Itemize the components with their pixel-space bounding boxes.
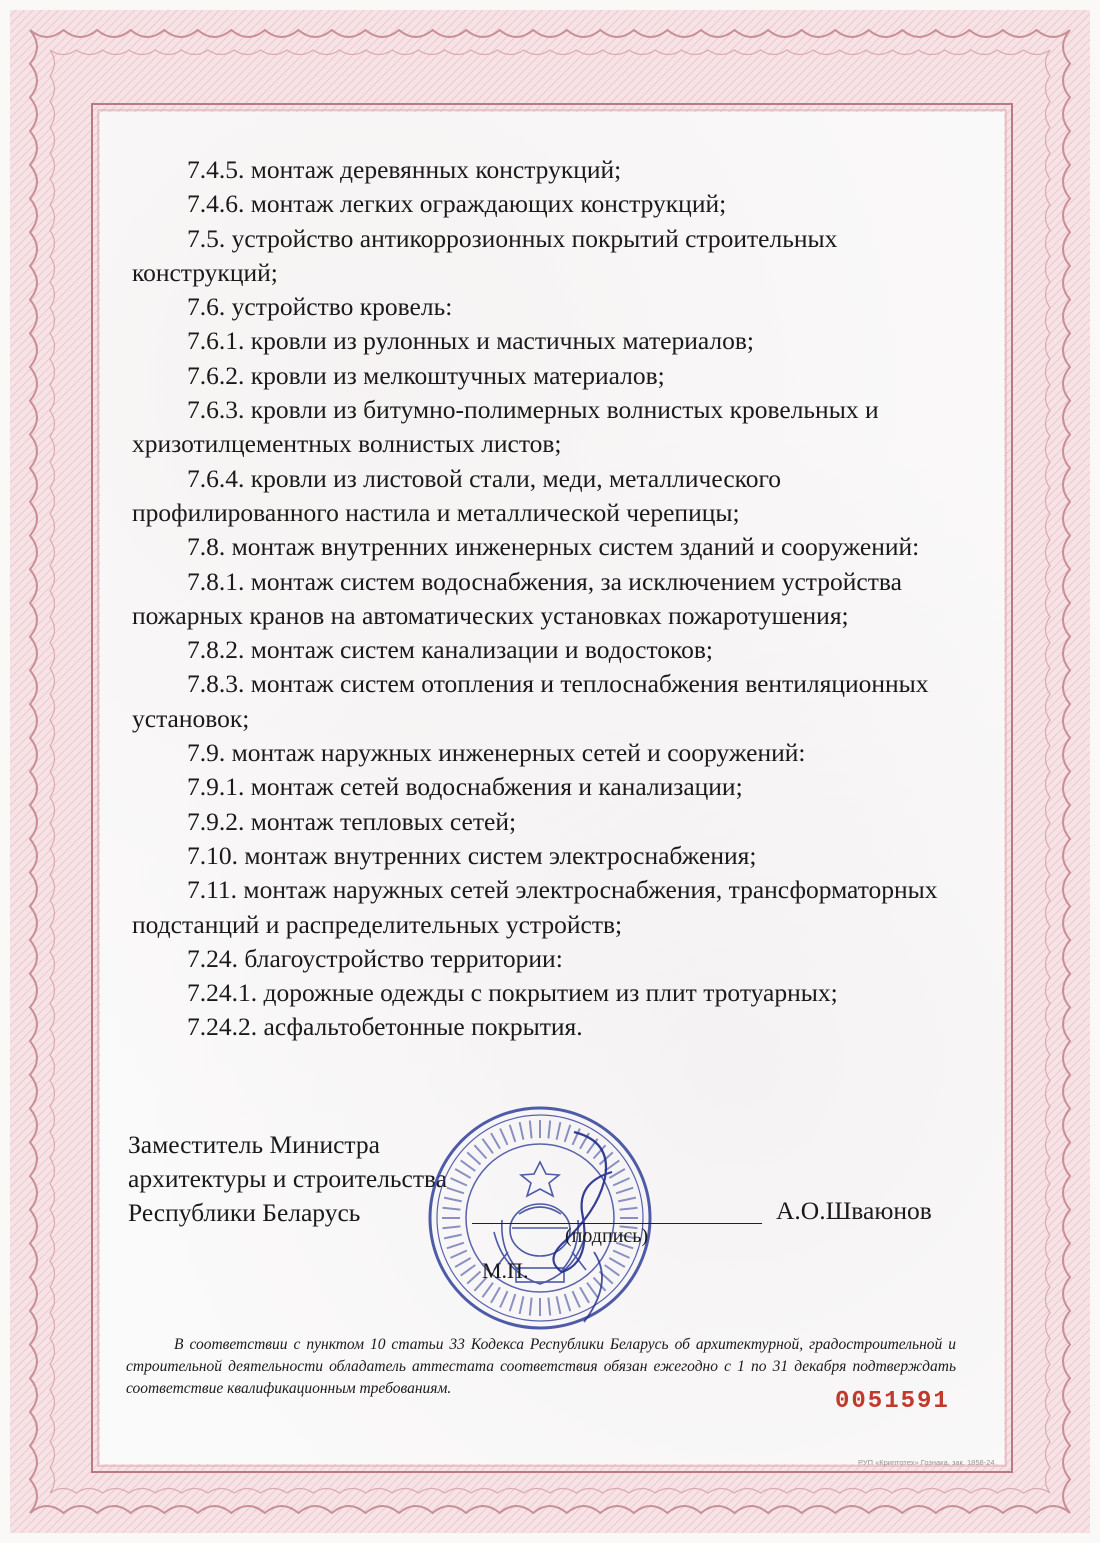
list-item: 7.24.1. дорожные одежды с покрытием из плит тротуарных; xyxy=(187,978,838,1008)
signer-title-line: Республики Беларусь xyxy=(128,1198,361,1227)
list-item: 7.8.2. монтаж систем канализации и водостоков; xyxy=(187,635,713,665)
signature-icon xyxy=(553,1132,612,1272)
list-item: 7.4.6. монтаж легких ограждающих конструкций; xyxy=(187,189,727,219)
seal-letter-mark xyxy=(455,1258,471,1267)
seal-letter-mark xyxy=(447,1243,464,1249)
seal-letter-mark xyxy=(510,1294,516,1311)
seal-letter-mark xyxy=(520,1296,524,1314)
seal-letter-mark xyxy=(573,1291,580,1307)
seal-letter-mark xyxy=(565,1294,571,1311)
seal-letter-mark xyxy=(491,1287,500,1303)
printer-mark: РУП «Криптотех» Гознака, зак. 1858-24 xyxy=(858,1458,995,1467)
seal-letter-mark xyxy=(461,1160,476,1171)
seal-letter-mark xyxy=(444,1235,462,1239)
seal-letter-mark xyxy=(474,1145,486,1158)
serial-number: 0051591 xyxy=(835,1388,950,1415)
signer-title xyxy=(128,1128,447,1230)
signer-name: А.О.Шваюнов xyxy=(776,1196,932,1225)
signature-line xyxy=(472,1223,762,1224)
signer-title-line: Заместитель Министра xyxy=(128,1130,380,1159)
list-item: 7.11. монтаж наружных сетей электроснабжения, трансформаторных подстанций и распределительных устройств; xyxy=(132,875,938,939)
list-item: 7.4.5. монтаж деревянных конструкций; xyxy=(187,155,622,184)
list-item: 7.6.1. кровли из рулонных и мастичных материалов; xyxy=(187,326,755,356)
seal-letter-mark xyxy=(510,1125,516,1142)
signer-title-line: архитектуры и строительства xyxy=(128,1164,448,1193)
stamp-place-label: М.П. xyxy=(482,1258,529,1283)
list-item: 7.8.1. монтаж систем водоснабжения, за исключением устройства пожарных кранов на автоматических установках пожаротушения; xyxy=(132,566,902,630)
seal-letter-mark xyxy=(451,1178,467,1185)
seal-letter-mark xyxy=(609,1258,625,1267)
list-item: 7.6. устройство кровель: xyxy=(187,292,453,322)
seal-letter-mark xyxy=(530,1298,532,1316)
seal-letter-mark xyxy=(500,1291,507,1307)
seal-letter-mark xyxy=(587,1283,598,1298)
seal-letter-mark xyxy=(482,1139,493,1154)
seal-letter-mark xyxy=(620,1208,638,1210)
seal-letter-mark xyxy=(616,1188,633,1194)
seal-letter-mark xyxy=(557,1296,561,1314)
list-item: 7.6.2. кровли из мелкоштучных материалов; xyxy=(187,360,665,390)
list-item: 7.6.4. кровли из листовой стали, меди, металлического профилированного настила и металлической черепицы; xyxy=(132,463,782,527)
list-item: 7.9.1. монтаж сетей водоснабжения и канализации; xyxy=(187,772,743,802)
seal-letter-mark xyxy=(530,1121,532,1139)
seal-letter-mark xyxy=(455,1169,471,1178)
seal-letter-mark xyxy=(573,1129,580,1145)
seal-letter-mark xyxy=(548,1298,550,1316)
seal-letter-mark xyxy=(500,1129,507,1145)
seal-letter-mark xyxy=(491,1133,500,1149)
list-item: 7.6.3. кровли из битумно-полимерных волнистых кровельных и хризотилцементных волнистых листов; xyxy=(132,395,879,459)
list-item: 7.9. монтаж наружных инженерных сетей и сооружений: xyxy=(187,738,806,768)
seal-letter-mark xyxy=(520,1122,524,1140)
list-item: 7.24. благоустройство территории: xyxy=(187,943,563,973)
seal-letter-mark xyxy=(443,1226,461,1228)
seal-letter-mark xyxy=(605,1265,620,1276)
seal-letter-mark xyxy=(461,1265,476,1276)
seal-letter-mark xyxy=(443,1208,461,1210)
seal-letter-mark xyxy=(557,1122,561,1140)
seal-letter-mark xyxy=(467,1272,480,1284)
seal-letter-mark xyxy=(618,1198,636,1202)
list-item: 7.8.3. монтаж систем отопления и теплоснабжения вентиляционных установок; xyxy=(132,669,929,733)
seal-letter-mark xyxy=(613,1251,629,1258)
list-item: 7.8. монтаж внутренних инженерных систем зданий и сооружений: xyxy=(187,532,920,562)
seal-letter-mark xyxy=(594,1278,606,1291)
seal-letter-mark xyxy=(548,1121,550,1139)
list-item: 7.24.2. асфальтобетонные покрытия. xyxy=(187,1012,583,1042)
seal-letter-mark xyxy=(447,1188,464,1194)
seal-letter-mark xyxy=(609,1169,625,1178)
seal-lettering-ring xyxy=(442,1120,638,1316)
seal-letter-mark xyxy=(467,1152,480,1164)
list-item: 7.9.2. монтаж тепловых сетей; xyxy=(187,806,517,836)
seal-letter-mark xyxy=(444,1198,462,1202)
legal-note: В соответствии с пунктом 10 статьи 33 Кодекса Республики Беларусь об архитектурной, градостроительной и строительной деятельности обладатель аттестата соответствия обязан ежегодно с 1 по 31 декабря подтверждать соответствие квалификационным требованиям. xyxy=(126,1335,956,1397)
seal-letter-mark xyxy=(451,1251,467,1258)
signature-caption: (подпись) xyxy=(565,1225,649,1247)
seal-letter-mark xyxy=(613,1178,629,1185)
seal-letter-mark xyxy=(482,1283,493,1298)
list-item: 7.5. устройство антикоррозионных покрытий строительных конструкций; xyxy=(132,223,838,287)
seal-letter-mark xyxy=(565,1125,571,1142)
official-seal xyxy=(424,1102,656,1334)
qualification-list xyxy=(132,153,972,1045)
list-item: 7.10. монтаж внутренних систем электроснабжения; xyxy=(187,840,757,870)
seal-letter-mark xyxy=(580,1287,589,1303)
